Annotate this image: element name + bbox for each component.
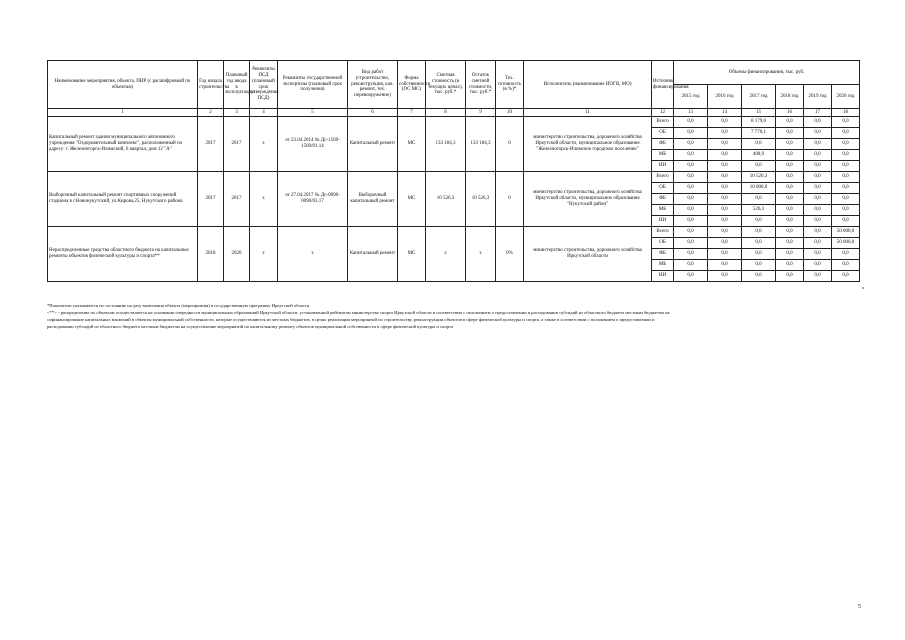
footnote-2-cont: софинансирование капитальных вложений в объекты муниципальной собственности, которые осуществляются из местных бюджетов, в целях реализации мероприятий по строительству, реконструкции объектов в сфере физической культуры и спорта, а также в соответствии с положением о предоставлении и — [47, 317, 655, 323]
col-number: 10 — [496, 109, 524, 117]
funding-value: 0,0 — [776, 249, 804, 260]
funding-value: 0,0 — [776, 238, 804, 249]
funding-source: ОБ — [652, 183, 674, 194]
header-psd: Реквизиты ПСД (плановый срок утверждения ПСД) — [250, 61, 278, 109]
funding-value: 0,0 — [804, 128, 832, 139]
header-name: Наименование мероприятия, объекта, ПИР (с расшифровкой по объектам) — [48, 61, 198, 109]
funding-value: 8 179,0 — [742, 117, 776, 128]
funding-value: 0,0 — [674, 161, 708, 172]
funding-value: 0,0 — [832, 128, 860, 139]
table-row — [48, 172, 860, 183]
funding-value: 0,0 — [832, 249, 860, 260]
funding-value: 0,0 — [776, 117, 804, 128]
funding-source: ОБ — [652, 128, 674, 139]
row-start-year: 2017 — [198, 172, 224, 227]
col-number: 9 — [466, 109, 496, 117]
row-executor: министерство строительства, дорожного хозяйства Иркутской области, муниципальное образование "Нукутский район" — [524, 172, 652, 227]
row-end-year: 2017 — [224, 172, 250, 227]
funding-source: МБ — [652, 150, 674, 161]
funding-value: 0,0 — [832, 150, 860, 161]
col-number: 18 — [832, 109, 860, 117]
funding-value: 0,0 — [742, 194, 776, 205]
header-year: 2017 год — [742, 85, 776, 109]
funding-value: 0,0 — [674, 249, 708, 260]
header-year: 2018 год — [776, 85, 804, 109]
row-expertise: от 23.04.2014 № Дс-1569-1569/01.14 — [278, 117, 348, 172]
row-psd: x — [250, 227, 278, 282]
funding-value: 0,0 — [674, 117, 708, 128]
funding-value: 0,0 — [742, 139, 776, 150]
header-start-year: Год начала строительства — [198, 61, 224, 109]
col-number: 13 — [674, 109, 708, 117]
funding-source: ФБ — [652, 139, 674, 150]
footnotes — [47, 302, 859, 330]
col-number: 2 — [198, 109, 224, 117]
row-remaining-cost: 10 526,3 — [466, 172, 496, 227]
funding-value: 0,0 — [708, 194, 742, 205]
funding-source: МБ — [652, 260, 674, 271]
funding-value: 0,0 — [804, 183, 832, 194]
funding-value: 0,0 — [804, 205, 832, 216]
funding-value: 0,0 — [804, 150, 832, 161]
row-ownership: МС — [398, 227, 426, 282]
funding-value: 0,0 — [832, 161, 860, 172]
funding-value: 0,0 — [674, 150, 708, 161]
funding-source: ОБ — [652, 238, 674, 249]
funding-value: 0,0 — [832, 172, 860, 183]
row-readiness: 0 — [496, 172, 524, 227]
table-row — [48, 117, 860, 128]
funding-value: 50 000,0 — [832, 227, 860, 238]
header-year: 2015 год — [674, 85, 708, 109]
row-name: Нераспределенные средства областного бюджета на капитальные ремонты объектов физической культуры и спорта** — [48, 227, 198, 282]
row-work-type: Капитальный ремонт — [348, 117, 398, 172]
row-work-type: Капитальный ремонт — [348, 227, 398, 282]
funding-value: 10 000,0 — [742, 183, 776, 194]
funding-value: 0,0 — [674, 172, 708, 183]
row-psd: x — [250, 172, 278, 227]
col-number: 14 — [708, 109, 742, 117]
funding-value: 408,9 — [742, 150, 776, 161]
col-number: 15 — [742, 109, 776, 117]
table-body — [48, 117, 860, 282]
funding-value: 0,0 — [674, 227, 708, 238]
header-end-year: Плановый год ввода в эксплуатацию — [224, 61, 250, 109]
funding-source: МБ — [652, 205, 674, 216]
margin-mark: » — [862, 286, 865, 291]
footnote-1: *Показатели указываются по состоянию на дату включения объекта (мероприятия) в государственную программу Иркутской области — [47, 303, 310, 308]
row-readiness: 0 — [496, 117, 524, 172]
funding-value: 0,0 — [674, 139, 708, 150]
funding-source: ФБ — [652, 194, 674, 205]
funding-value: 0,0 — [708, 238, 742, 249]
funding-value: 0,0 — [804, 227, 832, 238]
funding-value: 50 000,0 — [832, 238, 860, 249]
funding-value: 0,0 — [832, 139, 860, 150]
funding-value: 0,0 — [742, 249, 776, 260]
funding-value: 526,3 — [742, 205, 776, 216]
row-start-year: 2018 — [198, 227, 224, 282]
funding-value: 0,0 — [742, 260, 776, 271]
funding-value: 0,0 — [708, 139, 742, 150]
header-year: 2019 год — [804, 85, 832, 109]
header-work-type: Вид работ (строительство, реконструкция, кап. ремонт, тех. перевооружение) — [348, 61, 398, 109]
funding-source: ФБ — [652, 249, 674, 260]
funding-value: 7 770,1 — [742, 128, 776, 139]
funding-value: 0,0 — [708, 271, 742, 282]
header-readiness: Тех. готовность (в %)* — [496, 61, 524, 109]
funding-value: 0,0 — [708, 172, 742, 183]
header-executor: Исполнитель (наименование ИОГВ, МО) — [524, 61, 652, 109]
funding-source: Всего — [652, 172, 674, 183]
row-estimated-cost: 133 184,3 — [426, 117, 466, 172]
col-number: 8 — [426, 109, 466, 117]
funding-value: 0,0 — [804, 238, 832, 249]
col-number: 11 — [524, 109, 652, 117]
row-end-year: 2017 — [224, 117, 250, 172]
col-number: 6 — [348, 109, 398, 117]
footnote-2-end: расходовании субсидий из областного бюджета местным бюджетам на осуществление мероприятий по капитальному ремонту объектов муниципальной собственности в сфере физической культуры и спорта — [47, 324, 454, 330]
funding-value: 0,0 — [708, 227, 742, 238]
funding-value: 0,0 — [804, 117, 832, 128]
funding-value: 0,0 — [674, 238, 708, 249]
col-number: 4 — [250, 109, 278, 117]
program-objects-table — [47, 60, 860, 282]
funding-value: 0,0 — [776, 183, 804, 194]
funding-value: 0,0 — [776, 172, 804, 183]
header-funding: Объемы финансирования, тыс. руб. — [674, 61, 860, 85]
row-expertise: от 27.04.2017 № Дс-0090-0090/03.17 — [278, 172, 348, 227]
funding-value: 0,0 — [832, 194, 860, 205]
row-name: Капитальный ремонт здания муниципального автономного учреждения "Оздоровительный комплекс", расположенный по адресу: г. Железногорск-Илимский, 6 квартал, дом 12 "А" — [48, 117, 198, 172]
col-number: 12 — [652, 109, 674, 117]
row-remaining-cost: x — [466, 227, 496, 282]
funding-value: 0,0 — [742, 227, 776, 238]
funding-value: 0,0 — [742, 216, 776, 227]
funding-value: 0,0 — [708, 150, 742, 161]
funding-value: 0,0 — [708, 205, 742, 216]
col-number: 5 — [278, 109, 348, 117]
funding-value: 0,0 — [776, 139, 804, 150]
funding-value: 10 526,3 — [742, 172, 776, 183]
row-estimated-cost: 10 526,3 — [426, 172, 466, 227]
row-estimated-cost: x — [426, 227, 466, 282]
funding-value: 0,0 — [804, 249, 832, 260]
row-start-year: 2017 — [198, 117, 224, 172]
row-readiness: 0% — [496, 227, 524, 282]
funding-value: 0,0 — [674, 216, 708, 227]
funding-value: 0,0 — [832, 216, 860, 227]
row-name: Выборочный капитальный ремонт спортивных сооружений стадиона в г.Новонукутский, ул.Кирова,25, Нукутского района — [48, 172, 198, 227]
row-executor: министерство строительства, дорожного хозяйства Иркутской области — [524, 227, 652, 282]
row-remaining-cost: 133 184,3 — [466, 117, 496, 172]
header-year: 2016 год — [708, 85, 742, 109]
funding-value: 0,0 — [776, 150, 804, 161]
funding-value: 0,0 — [804, 139, 832, 150]
col-number: 1 — [48, 109, 198, 117]
row-ownership: МС — [398, 172, 426, 227]
row-psd: x — [250, 117, 278, 172]
header-remaining-cost: Остаток сметной стоимости, тыс. руб.* — [466, 61, 496, 109]
row-expertise: x — [278, 227, 348, 282]
funding-value: 0,0 — [674, 205, 708, 216]
funding-value: 0,0 — [674, 260, 708, 271]
funding-value: 0,0 — [708, 161, 742, 172]
funding-value: 0,0 — [804, 161, 832, 172]
funding-value: 0,0 — [742, 271, 776, 282]
funding-value: 0,0 — [674, 128, 708, 139]
col-number: 3 — [224, 109, 250, 117]
footnote-2: <**> - распределение по объектам осуществляется на основании очередности муниципальных образований Иркутской области, установленной рейтингом министерства спорта Иркутской области в соответствии с положением о предоставлении и расходовании субсидий из областного бюджета местным бюджетам на — [47, 310, 670, 316]
funding-source: ИИ — [652, 271, 674, 282]
header-estimated-cost: Сметная стоимость (в текущих ценах), тыс. руб.* — [426, 61, 466, 109]
funding-value: 0,0 — [776, 260, 804, 271]
funding-value: 0,0 — [708, 249, 742, 260]
col-number: 16 — [776, 109, 804, 117]
funding-source: Всего — [652, 117, 674, 128]
funding-value: 0,0 — [776, 194, 804, 205]
funding-value: 0,0 — [776, 128, 804, 139]
funding-value: 0,0 — [832, 117, 860, 128]
funding-value: 0,0 — [776, 216, 804, 227]
funding-value: 0,0 — [832, 205, 860, 216]
header-source: Источник финансирования — [652, 61, 674, 109]
funding-value: 0,0 — [776, 205, 804, 216]
funding-value: 0,0 — [674, 271, 708, 282]
funding-value: 0,0 — [804, 260, 832, 271]
funding-value: 0,0 — [708, 183, 742, 194]
funding-value: 0,0 — [776, 161, 804, 172]
funding-value: 0,0 — [832, 183, 860, 194]
table-row — [48, 227, 860, 238]
funding-value: 0,0 — [708, 117, 742, 128]
funding-value: 0,0 — [804, 271, 832, 282]
funding-value: 0,0 — [776, 271, 804, 282]
header-ownership: Форма собственности (ОС МС) — [398, 61, 426, 109]
funding-source: Всего — [652, 227, 674, 238]
header-expertise: Реквизиты государственной экспертизы (плановый срок получения) — [278, 61, 348, 109]
funding-value: 0,0 — [742, 161, 776, 172]
funding-value: 0,0 — [832, 271, 860, 282]
funding-source: ИИ — [652, 161, 674, 172]
funding-value: 0,0 — [804, 194, 832, 205]
row-work-type: Выборочный капитальный ремонт — [348, 172, 398, 227]
funding-value: 0,0 — [804, 172, 832, 183]
funding-value: 0,0 — [708, 216, 742, 227]
funding-value: 0,0 — [674, 194, 708, 205]
funding-source: ИИ — [652, 216, 674, 227]
funding-value: 0,0 — [708, 128, 742, 139]
row-end-year: 2020 — [224, 227, 250, 282]
header-year: 2020 год — [832, 85, 860, 109]
row-executor: министерство строительства, дорожного хозяйства Иркутской области, муниципальное образование "Железногорск-Илимское городское поселение" — [524, 117, 652, 172]
funding-value: 0,0 — [776, 227, 804, 238]
col-number: 17 — [804, 109, 832, 117]
col-number: 7 — [398, 109, 426, 117]
funding-value: 0,0 — [674, 183, 708, 194]
row-ownership: МС — [398, 117, 426, 172]
page-number: 5 — [858, 604, 861, 610]
funding-value: 0,0 — [708, 260, 742, 271]
funding-value: 0,0 — [832, 260, 860, 271]
funding-value: 0,0 — [742, 238, 776, 249]
funding-value: 0,0 — [804, 216, 832, 227]
